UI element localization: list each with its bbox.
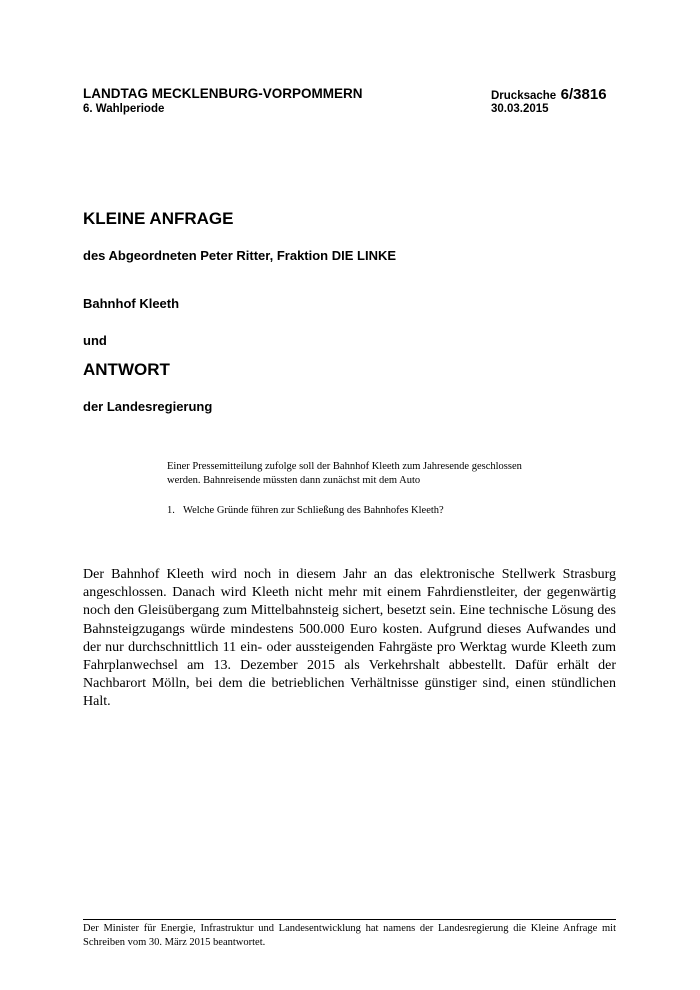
legislative-period: 6. Wahlperiode	[83, 103, 165, 115]
answer-heading: ANTWORT	[83, 360, 170, 379]
footer-note: Der Minister für Energie, Infrastruktur und Landesentwicklung hat namens der Landesregierung die Kleine Anfrage mit Schreiben vom 30. März 2015 beantwortet.	[83, 923, 616, 948]
document-type-heading: KLEINE ANFRAGE	[83, 209, 234, 228]
document-date: 30.03.2015	[491, 103, 549, 115]
inquiry-author: des Abgeordneten Peter Ritter, Fraktion DIE LINKE	[83, 248, 397, 263]
question-text: Welche Gründe führen zur Schließung des Bahnhofes Kleeth?	[183, 505, 444, 516]
inquiry-preamble: Einer Pressemitteilung zufolge soll der Bahnhof Kleeth zum Jahresende geschlossen werden. Bahnreisende müssten dann zunächst mit dem Auto	[167, 461, 522, 486]
connector-text: und	[83, 333, 107, 348]
inquiry-question	[167, 505, 444, 516]
answering-body: der Landesregierung	[83, 399, 213, 414]
footer-divider	[83, 919, 616, 920]
document-number	[491, 86, 607, 104]
question-number: 1.	[167, 505, 175, 516]
inquiry-topic: Bahnhof Kleeth	[83, 296, 180, 311]
document-number-label: Drucksache	[491, 90, 557, 102]
document-number-value: 6/3816	[560, 86, 607, 103]
parliament-name: LANDTAG MECKLENBURG-VORPOMMERN	[83, 86, 363, 101]
answer-body: Der Bahnhof Kleeth wird noch in diesem Jahr an das elektronische Stellwerk Strasburg angeschlossen. Danach wird Kleeth nicht mehr mit einem Fahrdienstleiter, der gegenwärtig noch den Gleisübergang zum Mittelbahnsteig sichert, besetzt sein. Eine technische Lösung des Bahnsteigzugangs würde mindestens 500.000 Euro kosten. Aufgrund dieses Aufwandes und der nur durchschnittlich 11 ein- oder aussteigenden Fahrgäste pro Werktag wurde Kleeth zum Fahrplanwechsel am 13. Dezember 2015 als Verkehrshalt abbestellt. Dafür erhält der Nachbarort Mölln, bei dem die betrieblichen Verhältnisse günstiger sind, einen stündlichen Halt.	[83, 567, 616, 710]
